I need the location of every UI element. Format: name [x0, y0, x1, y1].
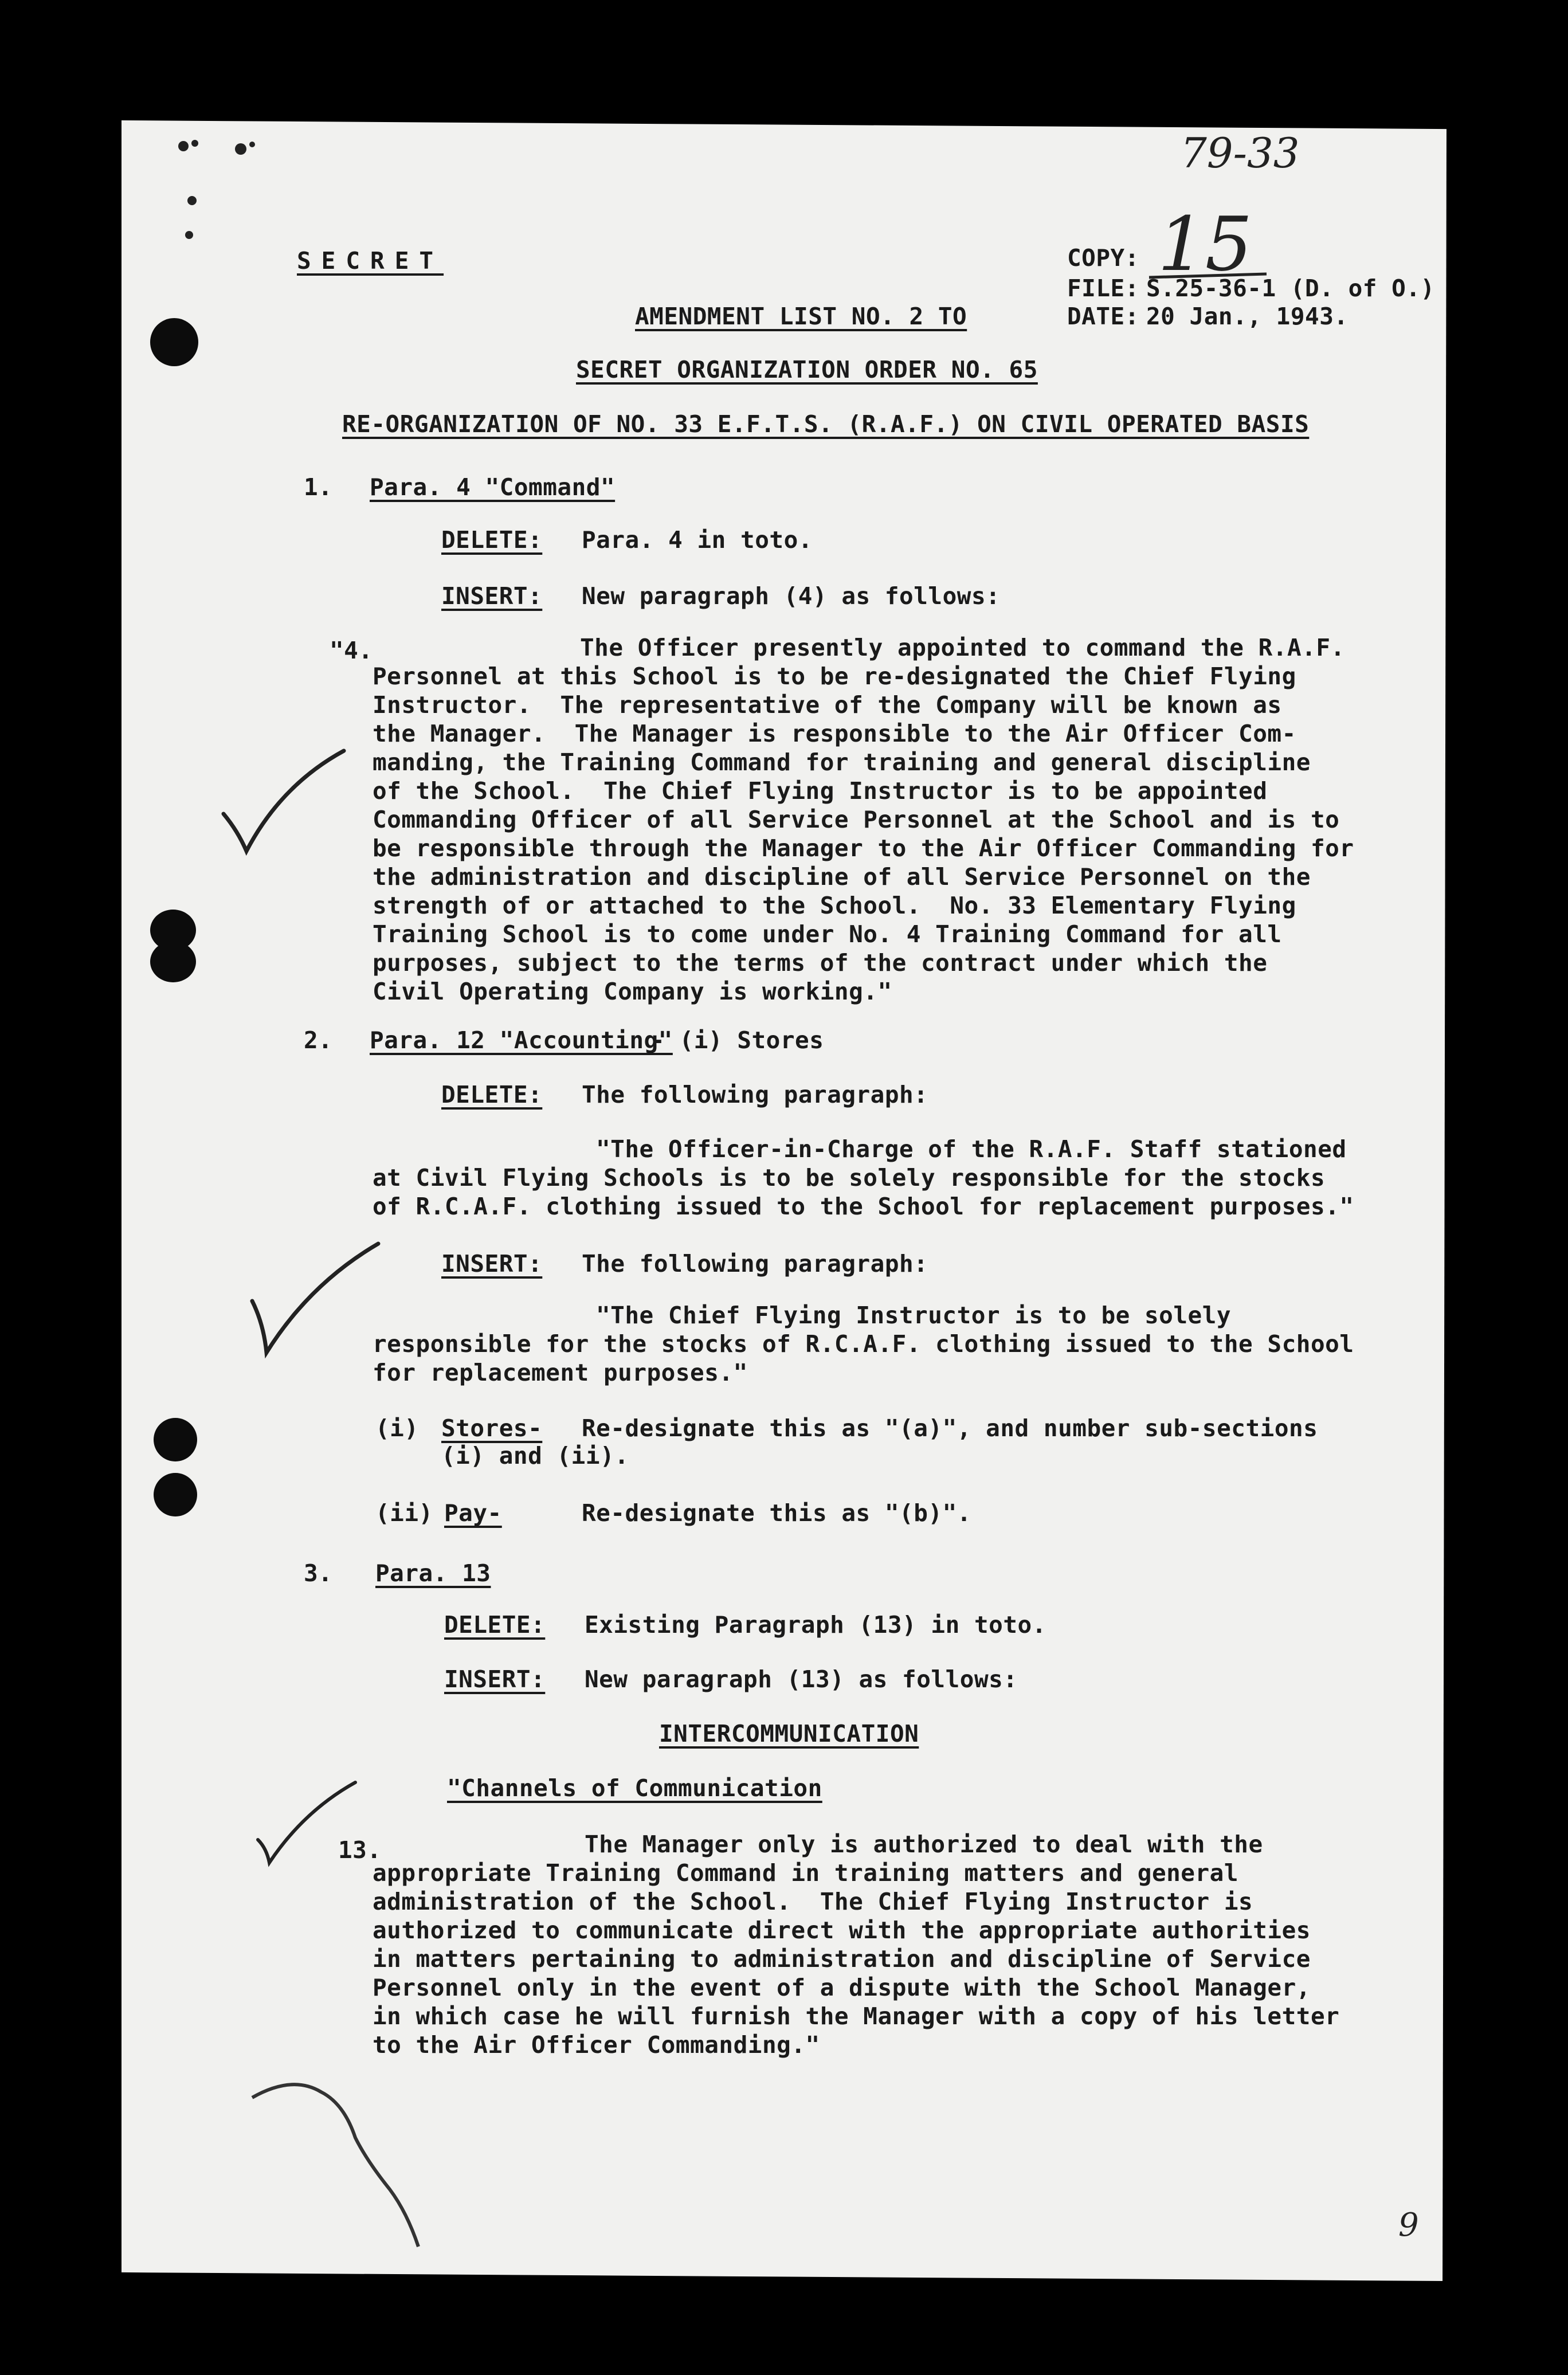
s3-line: administration of the School. The Chief Flying Instructor is: [373, 1888, 1253, 1915]
punch-hole: [150, 941, 196, 982]
checkmark-icon: [241, 1238, 390, 1364]
s1-line: be responsible through the Manager to the Air Officer Commanding for: [373, 834, 1354, 862]
punch-hole: [154, 1418, 197, 1461]
s3-subheading: INTERCOMMUNICATION: [659, 1720, 919, 1747]
s2-delete-text: The following paragraph:: [582, 1081, 928, 1108]
section-2-heading-suffix: - (i) Stores: [636, 1026, 824, 1054]
date-label: DATE:: [1067, 303, 1139, 330]
s3-insert-label: INSERT:: [444, 1665, 546, 1693]
s2-insert-label: INSERT:: [441, 1250, 543, 1277]
s2-delete-line: "The Officer-in-Charge of the R.A.F. Staff stationed: [596, 1135, 1347, 1163]
section-3-heading: Para. 13: [375, 1559, 491, 1587]
copy-number: 15: [1158, 201, 1253, 288]
s1-insert-text: New paragraph (4) as follows:: [582, 582, 1001, 610]
section-2-number: 2.: [304, 1026, 333, 1054]
s1-line: The Officer presently appointed to command the R.A.F.: [580, 634, 1345, 661]
s2-insert-line: "The Chief Flying Instructor is to be solely: [596, 1302, 1232, 1329]
s3-delete-text: Existing Paragraph (13) in toto.: [585, 1611, 1046, 1639]
section-3-number: 3.: [304, 1559, 333, 1587]
s1-line: strength of or attached to the School. No. 33 Elementary Flying: [373, 892, 1296, 919]
s2-item-ii-number: (ii): [375, 1499, 433, 1527]
s3-para-number: 13.: [338, 1836, 382, 1864]
section-2-heading: Para. 12 "Accounting": [370, 1026, 673, 1054]
s1-insert-label: INSERT:: [441, 582, 543, 610]
s3-line: in which case he will furnish the Manager with a copy of his letter: [373, 2002, 1340, 2030]
file-label: FILE:: [1067, 275, 1139, 302]
punch-hole: [154, 1473, 197, 1516]
s2-delete-line: of R.C.A.F. clothing issued to the School for replacement purposes.": [373, 1193, 1354, 1220]
s1-line: purposes, subject to the terms of the contract under which the: [373, 949, 1268, 977]
s2-item-ii-label: Pay-: [444, 1499, 502, 1527]
s1-delete-text: Para. 4 in toto.: [582, 526, 813, 554]
s2-delete-label: DELETE:: [441, 1081, 543, 1108]
s1-line: Training School is to come under No. 4 Training Command for all: [373, 920, 1282, 948]
s1-line: Civil Operating Company is working.": [373, 978, 892, 1005]
s1-para-number: "4.: [330, 637, 373, 664]
checkmark-icon: [252, 1777, 367, 1868]
s1-line: Commanding Officer of all Service Personnel at the School and is to: [373, 806, 1340, 833]
s2-item-i-label: Stores-: [441, 1414, 543, 1442]
s3-line: The Manager only is authorized to deal with the: [585, 1831, 1263, 1858]
s2-insert-line: for replacement purposes.": [373, 1359, 748, 1386]
s2-item-i-continuation: (i) and (ii).: [441, 1442, 629, 1469]
s3-line: to the Air Officer Commanding.": [373, 2031, 820, 2059]
handwritten-reference: 79-33: [1181, 129, 1300, 177]
s3-channels-heading: "Channels of Communication: [447, 1774, 822, 1802]
date-value: 20 Jan., 1943.: [1146, 303, 1349, 330]
s1-line: manding, the Training Command for training and general discipline: [373, 748, 1311, 776]
punch-hole: [150, 318, 198, 366]
s1-line: of the School. The Chief Flying Instructor is to be appointed: [373, 777, 1268, 805]
s2-item-ii-text: Re-designate this as "(b)".: [582, 1499, 971, 1527]
s3-line: in matters pertaining to administration and discipline of Service: [373, 1945, 1311, 1973]
copy-label: COPY:: [1067, 244, 1139, 272]
file-value: S.25-36-1 (D. of O.): [1146, 275, 1435, 302]
s2-insert-line: responsible for the stocks of R.C.A.F. clothing issued to the School: [373, 1330, 1354, 1358]
staple-marks: [166, 132, 281, 269]
section-1-heading: Para. 4 "Command": [370, 473, 616, 501]
s2-item-i-number: (i): [375, 1414, 419, 1442]
title-amendment: AMENDMENT LIST NO. 2 TO: [635, 303, 967, 330]
s1-line: Instructor. The representative of the Company will be known as: [373, 691, 1282, 719]
classification-marking: SECRET: [297, 247, 444, 275]
checkmark-icon: [218, 745, 355, 871]
s3-insert-text: New paragraph (13) as follows:: [585, 1665, 1018, 1693]
s3-line: authorized to communicate direct with the appropriate authorities: [373, 1917, 1311, 1944]
s2-insert-text: The following paragraph:: [582, 1250, 928, 1277]
section-1-number: 1.: [304, 473, 333, 501]
s1-line: the administration and discipline of all Service Personnel on the: [373, 863, 1311, 891]
title-reorganization: RE-ORGANIZATION OF NO. 33 E.F.T.S. (R.A.F.) ON CIVIL OPERATED BASIS: [342, 410, 1310, 438]
s1-line: Personnel at this School is to be re-designated the Chief Flying: [373, 663, 1296, 690]
title-order: SECRET ORGANIZATION ORDER NO. 65: [576, 356, 1038, 383]
s3-delete-label: DELETE:: [444, 1611, 546, 1639]
s2-delete-line: at Civil Flying Schools is to be solely responsible for the stocks: [373, 1164, 1326, 1192]
s3-line: Personnel only in the event of a dispute with the School Manager,: [373, 1974, 1311, 2001]
s1-line: the Manager. The Manager is responsible to the Air Officer Com-: [373, 720, 1296, 747]
corner-mark: 9: [1398, 2207, 1419, 2244]
s3-line: appropriate Training Command in training matters and general: [373, 1859, 1239, 1887]
s2-item-i-text: Re-designate this as "(a)", and number sub-sections: [582, 1414, 1318, 1442]
paper-tear: [246, 2063, 430, 2252]
s1-delete-label: DELETE:: [441, 526, 543, 554]
